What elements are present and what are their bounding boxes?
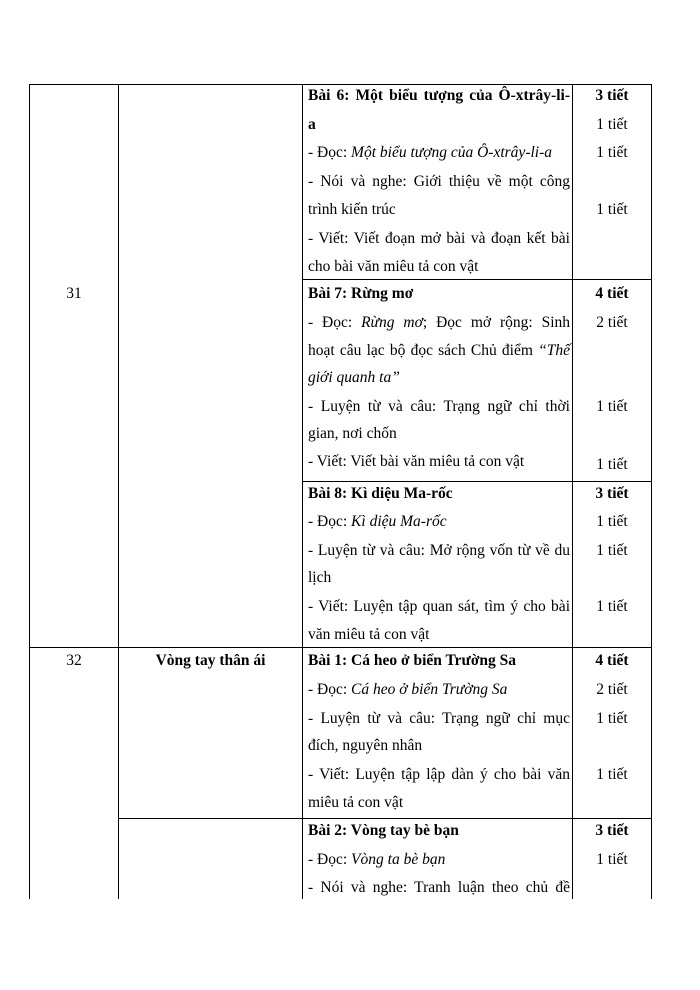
bai6-noi-cont: trình kiến trúc bbox=[308, 201, 396, 218]
bai7-viet: - Viết: Viết bài văn miêu tả con vật bbox=[308, 453, 525, 470]
bai6-title-cont: a bbox=[308, 116, 316, 133]
column-divider-1 bbox=[118, 84, 119, 899]
bai7-doc-cont bbox=[308, 341, 570, 361]
bai6-viet: - Viết: Viết đoạn mở bài và đoạn kết bài bbox=[308, 230, 570, 247]
bai1-viet-cont: miêu tả con vật bbox=[308, 794, 404, 811]
bai2-total-tiet: 3 tiết bbox=[595, 822, 629, 839]
bai7-doc-tiet: 2 tiết bbox=[596, 314, 628, 331]
bai1-viet: - Viết: Luyện tập lập dàn ý cho bài văn bbox=[308, 766, 570, 783]
bai1-ltvc: - Luyện từ và câu: Trạng ngữ chỉ mục bbox=[308, 710, 570, 727]
row-divider-week32 bbox=[29, 647, 652, 648]
bai1-total-tiet: 4 tiết bbox=[595, 652, 629, 669]
bai6-noi-tiet: 1 tiết bbox=[596, 201, 628, 218]
bai8-total-tiet: 3 tiết bbox=[595, 485, 629, 502]
bai8-doc-tiet: 1 tiết bbox=[596, 513, 628, 530]
bai1-title: Bài 1: Cá heo ở biển Trường Sa bbox=[308, 652, 517, 669]
bai7-ltvc-tiet: 1 tiết bbox=[596, 398, 628, 415]
bai2-noi: - Nói và nghe: Tranh luận theo chủ đề bbox=[308, 879, 570, 896]
bai8-viet-tiet: 1 tiết bbox=[596, 598, 628, 615]
bai8-title: Bài 8: Kì diệu Ma-rốc bbox=[308, 485, 453, 502]
doc-prefix: - Đọc: bbox=[308, 513, 352, 530]
bai7-total-tiet: 4 tiết bbox=[595, 285, 629, 302]
doc-prefix: - Đọc: bbox=[308, 144, 352, 161]
bai1-doc bbox=[308, 680, 570, 700]
bai2-title: Bài 2: Vòng tay bè bạn bbox=[308, 822, 459, 839]
doc-prefix: - Đọc: bbox=[308, 681, 352, 698]
week-number-32: 32 bbox=[66, 652, 82, 669]
doc-prefix: - Đọc: bbox=[308, 314, 362, 331]
bai6-total-tiet: 3 tiết bbox=[595, 87, 629, 104]
bai7-ltvc: - Luyện từ và câu: Trạng ngữ chỉ thời bbox=[308, 398, 570, 415]
row-divider-bai8 bbox=[302, 481, 652, 482]
row-divider-bai7 bbox=[302, 279, 652, 280]
bai7-doc bbox=[308, 313, 570, 333]
bai8-doc-title: Kì diệu Ma-rốc bbox=[351, 513, 447, 530]
bai7-doc-line2: hoạt câu lạc bộ đọc sách Chủ điểm bbox=[308, 342, 539, 359]
bai7-doc-title: Rừng mơ bbox=[361, 314, 423, 331]
doc-prefix: - Đọc: bbox=[308, 851, 352, 868]
bai2-doc-tiet: 1 tiết bbox=[596, 851, 628, 868]
table-border-right bbox=[651, 84, 652, 899]
bai6-doc-tiet: 1 tiết bbox=[596, 144, 628, 161]
bai6-intro-tiet: 1 tiết bbox=[596, 116, 628, 133]
week-number-31: 31 bbox=[66, 285, 82, 302]
bai8-doc bbox=[308, 512, 570, 532]
bai8-ltvc-cont: lịch bbox=[308, 569, 332, 586]
bai7-doc-quote: “Thế bbox=[538, 342, 570, 359]
bai7-doc-rest: ; Đọc mở rộng: Sinh bbox=[422, 314, 571, 331]
bai8-ltvc-tiet: 1 tiết bbox=[596, 542, 628, 559]
table-border-top bbox=[29, 84, 652, 85]
bai6-title: Bài 6: Một biểu tượng của Ô-xtrây-li- bbox=[308, 87, 570, 104]
row-divider-bai2 bbox=[118, 818, 652, 819]
bai1-doc-tiet: 2 tiết bbox=[596, 681, 628, 698]
bai6-noi: - Nói và nghe: Giới thiệu về một công bbox=[308, 173, 570, 190]
bai7-doc-cont2: giới quanh ta” bbox=[308, 369, 400, 386]
bai6-viet-cont: cho bài văn miêu tả con vật bbox=[308, 258, 479, 275]
bai6-doc bbox=[308, 143, 570, 163]
bai8-ltvc: - Luyện từ và câu: Mở rộng vốn từ về du bbox=[308, 542, 570, 559]
topic-title: Vòng tay thân ái bbox=[155, 652, 266, 669]
bai2-doc bbox=[308, 850, 570, 870]
bai6-doc-title: Một biểu tượng của Ô-xtrây-li-a bbox=[351, 144, 553, 161]
bai1-ltvc-tiet: 1 tiết bbox=[596, 710, 628, 727]
bai7-ltvc-cont: gian, nơi chốn bbox=[308, 425, 397, 442]
bai1-ltvc-cont: đích, nguyên nhân bbox=[308, 737, 423, 754]
bai8-viet: - Viết: Luyện tập quan sát, tìm ý cho bài bbox=[308, 598, 570, 615]
bai2-doc-title: Vòng ta bè bạn bbox=[351, 851, 446, 868]
bai1-viet-tiet: 1 tiết bbox=[596, 766, 628, 783]
column-divider-2 bbox=[302, 84, 303, 899]
bai8-viet-cont: văn miêu tả con vật bbox=[308, 626, 430, 643]
bai7-title: Bài 7: Rừng mơ bbox=[308, 285, 414, 302]
bai1-doc-title: Cá heo ở biển Trường Sa bbox=[351, 681, 508, 698]
table-border-left bbox=[29, 84, 30, 899]
bai7-viet-tiet: 1 tiết bbox=[596, 456, 628, 473]
